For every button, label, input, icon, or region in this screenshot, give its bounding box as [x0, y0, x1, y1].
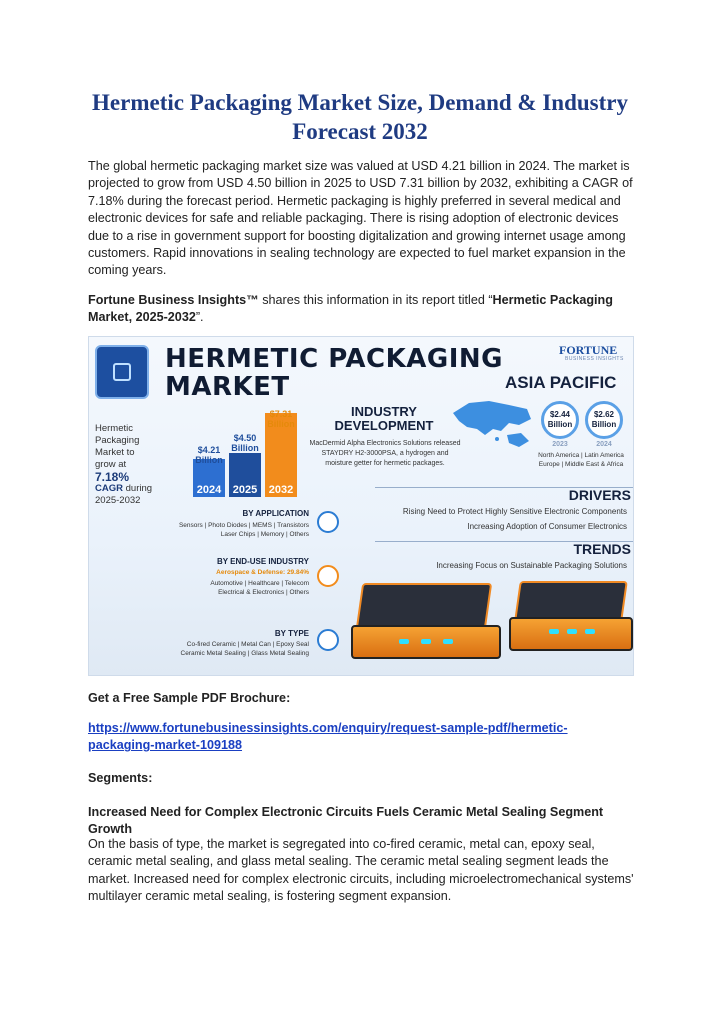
brochure-label: Get a Free Sample PDF Brochure: — [88, 691, 291, 705]
bar-label-2025: $4.50 Billion — [231, 433, 259, 453]
infographic-title: HERMETIC PACKAGING MARKET — [165, 344, 503, 402]
chip-icon — [95, 345, 149, 399]
by-type-text: Co-fired Ceramic | Metal Can | Epoxy Seal Ceramic Metal Sealing | Glass Metal Sealing — [180, 641, 309, 657]
by-end-use-text: Automotive | Healthcare | Telecom Electrical & Electronics | Others — [210, 580, 309, 596]
trends-title: TRENDS — [573, 541, 631, 557]
brand-subtitle: BUSINESS INSIGHTS — [565, 356, 624, 362]
device-image-2 — [509, 581, 633, 661]
source-middle: shares this information in its report titled “ — [258, 293, 493, 307]
by-end-use-title: BY END-USE INDUSTRY — [216, 557, 309, 566]
driver-2: Increasing Adoption of Consumer Electronics — [467, 522, 627, 531]
driver-1: Rising Need to Protect Highly Sensitive Electronic Components — [402, 507, 627, 516]
segments-paragraph: On the basis of type, the market is segregated into co-fired ceramic, metal can, epoxy seal, ceramic metal sealing, and glass metal sealing. The ceramic metal sealing segment leads the market. Increased need for complex electronic circuits, including microelectromechanical systems' multilayer ceramic metal sealing, is fostering segment expansion. — [88, 837, 634, 904]
trend-1: Increasing Focus on Sustainable Packaging Solutions — [436, 561, 627, 570]
intro-paragraph: The global hermetic packaging market size was valued at USD 4.21 billion in 2024. The market is projected to grow from USD 4.50 billion in 2025 to USD 7.31 billion by 2032, exhibiting a CAGR of 7.18% during the forecast period. Hermetic packaging is highly preferred in several medical and electronic devices for safe and reliable packaging. There is rising adoption of electronic devices due to a rise in government support for boosting digitalization and growing internet usage among customers. Rapid innovations in sealing technology are expected to fuel market expansion in the coming years. — [88, 159, 633, 278]
type-icon — [317, 629, 339, 651]
source-line — [88, 292, 634, 327]
source-end: ”. — [195, 310, 204, 325]
by-application-title: BY APPLICATION — [242, 509, 309, 518]
industry-development-title: INDUSTRY DEVELOPMENT — [334, 404, 434, 433]
asia-value-2023: $2.44 Billion — [541, 401, 579, 439]
asia-year-2024: 2024 — [596, 441, 612, 448]
brand-logo: FORTUNE — [559, 343, 618, 357]
asia-year-2023: 2023 — [552, 441, 568, 448]
brochure-link[interactable]: https://www.fortunebusinessinsights.com/enquiry/request-sample-pdf/hermetic-packaging-market-109188 — [88, 721, 568, 753]
region-title: ASIA PACIFIC — [505, 373, 617, 392]
segments-label: Segments: — [88, 771, 153, 785]
industry-development-text: MacDermid Alpha Electronics Solutions released STAYDRY H2-3000PSA, a hydrogen and moisture getter for hermetic packages. — [309, 440, 461, 467]
by-type-title: BY TYPE — [274, 629, 309, 638]
source-brand: Fortune Business Insights™ — [88, 293, 259, 307]
bar-label-2024: $4.21 Billion — [195, 445, 223, 465]
bar-2032: 2032 — [265, 413, 297, 497]
by-application-text: Sensors | Photo Diodes | MEMS | Transistors Laser Chips | Memory | Others — [178, 522, 309, 538]
infographic — [88, 336, 634, 676]
page-title: Hermetic Packaging Market Size, Demand & Industry Forecast 2032 — [92, 90, 628, 144]
bar-label-2032: $7.31 Billion — [267, 409, 295, 429]
asia-value-2024: $2.62 Billion — [585, 401, 623, 439]
segments-heading: Increased Need for Complex Electronic Circuits Fuels Ceramic Metal Sealing Segment Growth — [88, 805, 604, 837]
other-regions: North America | Latin America Europe | Middle East & Africa — [538, 452, 624, 468]
source-report: Hermetic Packaging Market, 2025-2032 — [88, 293, 613, 325]
asia-map-icon — [449, 395, 535, 451]
by-end-use-accent: Aerospace & Defense: 29.84% — [216, 569, 309, 576]
drivers-title: DRIVERS — [568, 487, 631, 503]
growth-rate: 7.18% — [95, 470, 130, 484]
bar-2024: 2024 — [193, 459, 225, 497]
device-image-1 — [351, 583, 501, 663]
end-use-icon — [317, 565, 339, 587]
application-icon — [317, 511, 339, 533]
growth-summary: Hermetic Packaging Market to grow at 7.18% CAGR during 2025-2032 — [95, 423, 177, 507]
bar-2025: 2025 — [229, 453, 261, 497]
